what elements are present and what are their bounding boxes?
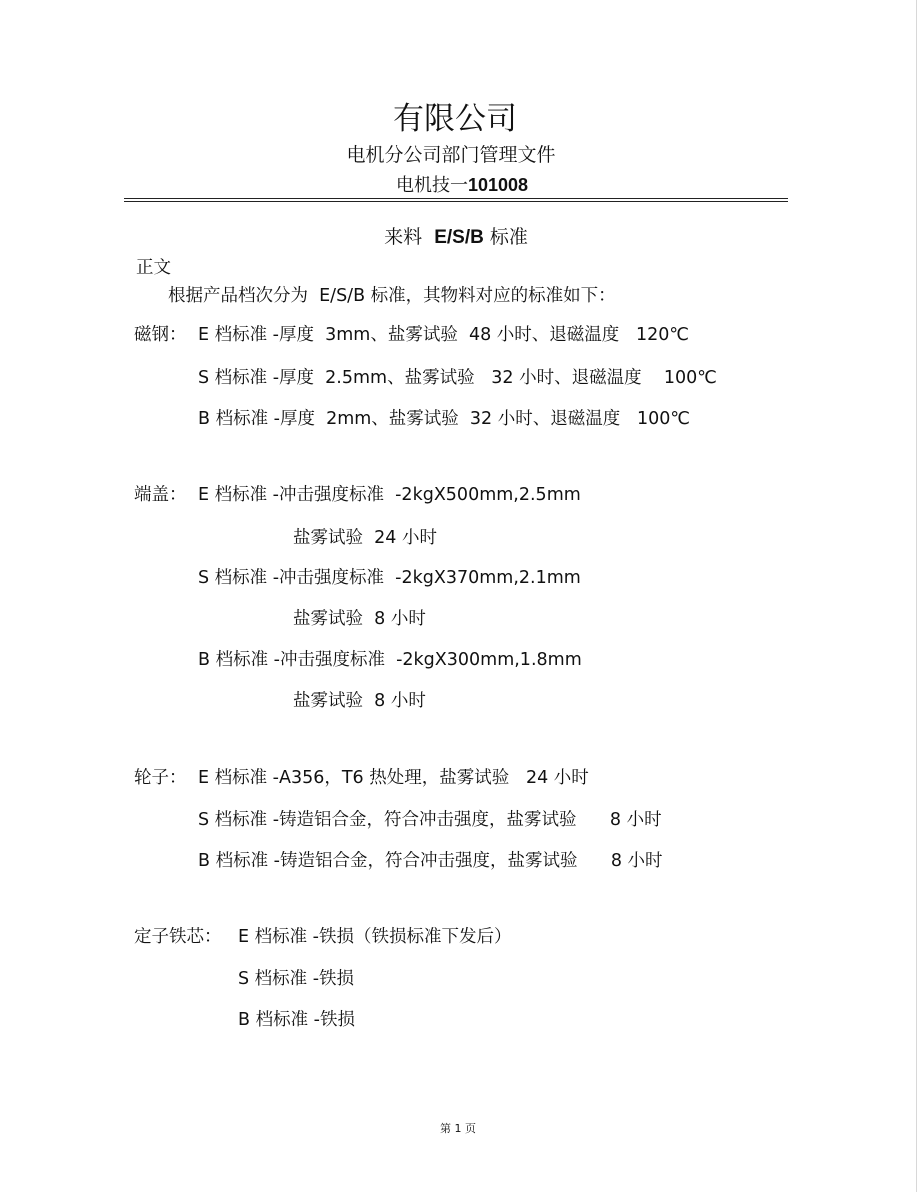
company-name: 有限公司 [393, 101, 517, 137]
end-cover-line-e: E 档标准 -冲击强度标准 -2kgX500mm,2.5mm [198, 485, 581, 505]
title-prefix: 来料 [384, 226, 423, 248]
title-code: E/S/B [434, 227, 484, 248]
magnet-label: 磁钢： [134, 325, 187, 345]
section-label: 正文 [136, 258, 171, 278]
magnet-line-b: B 档标准 -厚度 2mm、盐雾试验 32 小时、退磁温度 100℃ [198, 409, 690, 429]
wheel-line-e: E 档标准 -A356，T6 热处理，盐雾试验 24 小时 [198, 768, 589, 788]
page-number: 第 1 页 [440, 1122, 476, 1135]
wheel-line-s: S 档标准 -铸造铝合金，符合冲击强度，盐雾试验 8 小时 [198, 810, 662, 830]
department-title: 电机分公司部门管理文件 [346, 144, 556, 166]
document-code [0, 176, 920, 195]
wheel-line-b: B 档标准 -铸造铝合金，符合冲击强度，盐雾试验 8 小时 [198, 851, 663, 871]
end-cover-label: 端盖： [134, 485, 187, 505]
header-rule-bottom [124, 201, 788, 202]
end-cover-salt-e: 盐雾试验 24 小时 [293, 528, 437, 548]
end-cover-salt-s: 盐雾试验 8 小时 [293, 609, 426, 629]
end-cover-salt-b: 盐雾试验 8 小时 [293, 691, 426, 711]
document-code-number: 101008 [467, 175, 529, 195]
magnet-line-e: E 档标准 -厚度 3mm、盐雾试验 48 小时、退磁温度 120℃ [198, 325, 690, 345]
stator-line-e: E 档标准 -铁损（铁损标准下发后） [238, 927, 512, 947]
stator-line-b: B 档标准 -铁损 [238, 1010, 355, 1030]
magnet-line-s: S 档标准 -厚度 2.5mm、盐雾试验 32 小时、退磁温度 100℃ [198, 368, 717, 388]
header-rule-top [124, 198, 788, 199]
stator-label: 定子铁芯： [134, 927, 222, 947]
wheel-label: 轮子： [134, 768, 187, 788]
end-cover-line-s: S 档标准 -冲击强度标准 -2kgX370mm,2.1mm [198, 568, 581, 588]
title-suffix: 标准 [489, 226, 528, 248]
document-code-prefix: 电机技一 [395, 175, 468, 196]
intro-text: 根据产品档次分为 E/S/B 标准，其物料对应的标准如下： [168, 286, 616, 306]
document-title [0, 228, 912, 247]
stator-line-s: S 档标准 -铁损 [238, 969, 355, 989]
end-cover-line-b: B 档标准 -冲击强度标准 -2kgX300mm,1.8mm [198, 650, 582, 670]
